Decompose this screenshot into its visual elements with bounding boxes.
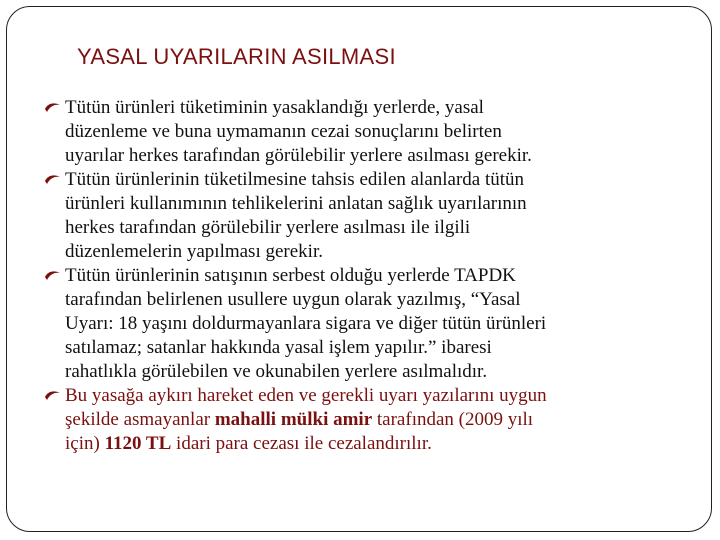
bullet-text-line [65, 432, 694, 456]
bullet-text-line: herkes tarafından görülebilir yerlere asılması ile ilgili [65, 217, 471, 238]
text-segment: tarafından (2009 yılı [372, 409, 534, 430]
bullet-item [44, 264, 694, 384]
bullet-text-line: tarafından belirlenen usullere uygun olarak yazılmış, “Yasal [65, 289, 521, 310]
text-segment: için) [65, 433, 105, 454]
bullet-text-line: Bu yasağa aykırı hareket eden ve gerekli uyarı yazılarını uygun [65, 385, 547, 406]
bullet-item-penalty [44, 384, 694, 456]
bullet-text-line: Tütün ürünlerinin tüketilmesine tahsis edilen alanlarda tütün [65, 169, 525, 190]
bullet-text-line: ürünleri kullanımının tehlikelerini anlatan sağlık uyarılarının [65, 193, 527, 214]
bullet-list [44, 96, 694, 456]
text-segment: idari para cezası ile cezalandırılır. [171, 433, 432, 454]
bullet-text-line [65, 408, 694, 432]
bullet-text-line: rahatlıkla görülebilen ve okunabilen yerlere asılmalıdır. [65, 361, 488, 382]
slide-title: YASAL UYARILARIN ASILMASI [77, 44, 396, 69]
bullet-text-line: uyarılar herkes tarafından görülebilir yerlere asılması gerekir. [65, 145, 532, 166]
swoosh-bullet-icon [44, 268, 61, 282]
bullet-item [44, 168, 694, 264]
swoosh-bullet-icon [44, 172, 61, 186]
emphasis-authority: mahalli mülki amir [214, 409, 373, 430]
bullet-text-line: düzenleme ve buna uymamanın cezai sonuçlarını belirten [65, 121, 502, 142]
bullet-text-line: düzenlemelerin yapılması gerekir. [65, 241, 323, 262]
bullet-item [44, 96, 694, 168]
bullet-text-line: satılamaz; satanlar hakkında yasal işlem yapılır.” ibaresi [65, 337, 492, 358]
bullet-text-line: Tütün ürünlerinin satışının serbest olduğu yerlerde TAPDK [65, 265, 516, 286]
bullet-text-line: Uyarı: 18 yaşını doldurmayanlara sigara ve diğer tütün ürünleri [65, 313, 547, 334]
swoosh-bullet-icon [44, 100, 61, 114]
swoosh-bullet-icon [44, 388, 61, 402]
bullet-text-line: Tütün ürünleri tüketiminin yasaklandığı yerlerde, yasal [65, 97, 484, 118]
text-segment: şekilde asmayanlar [65, 409, 215, 430]
emphasis-fine-amount: 1120 TL [104, 433, 172, 454]
